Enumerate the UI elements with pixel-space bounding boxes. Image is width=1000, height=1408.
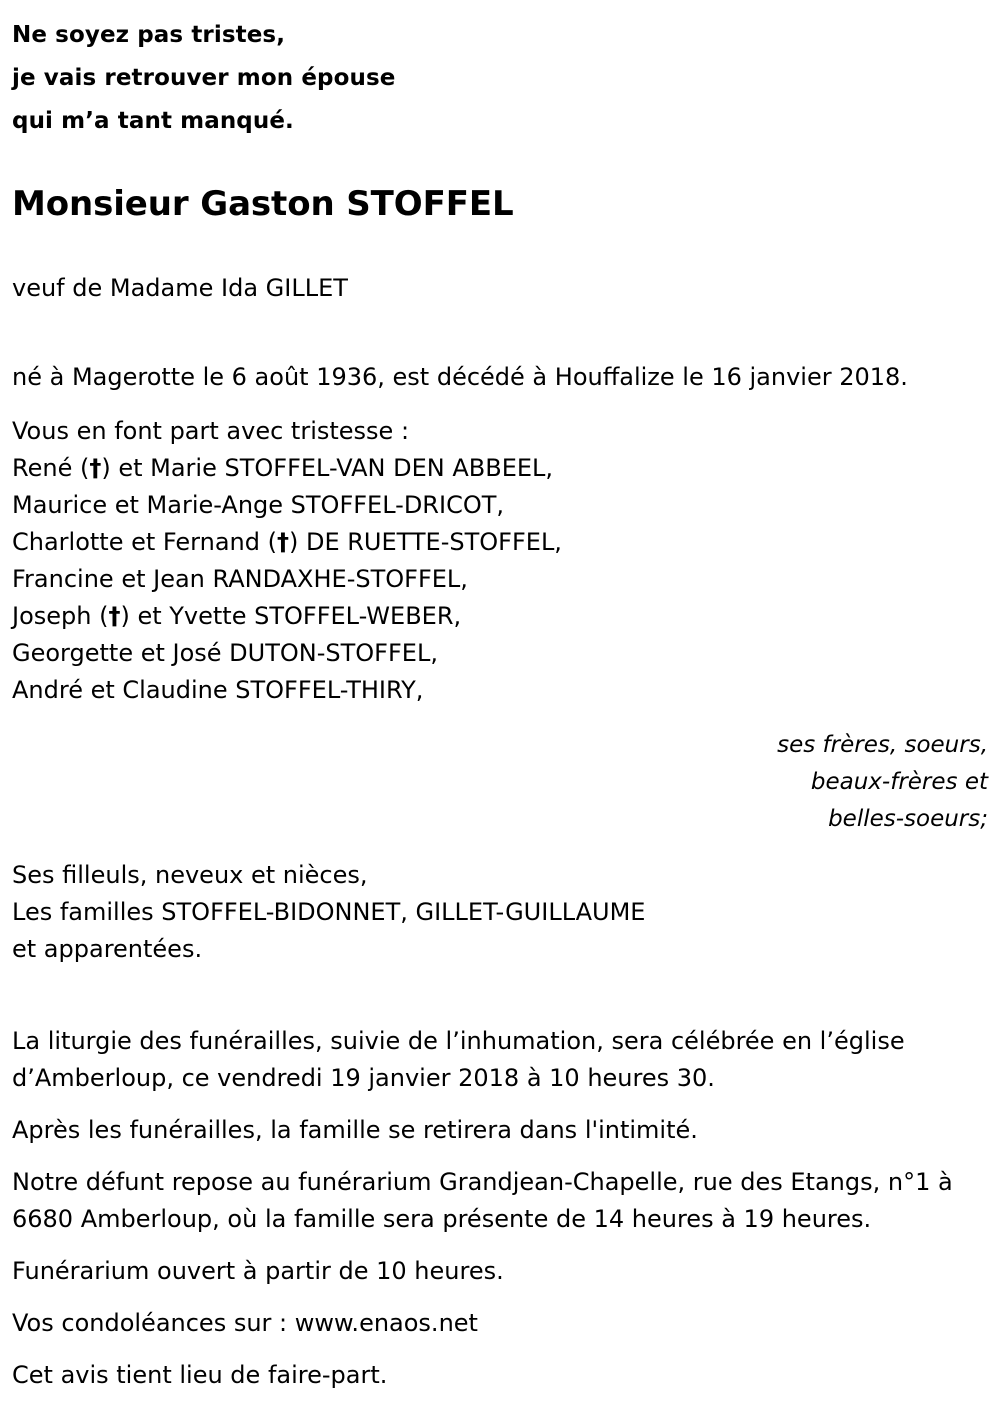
spouse-status: veuf de Madame Ida GILLET: [12, 274, 348, 302]
godchildren-line: et apparentées.: [12, 935, 203, 963]
after-funeral-paragraph: Après les funérailles, la famille se retirera dans l'intimité.: [12, 1116, 698, 1144]
deceased-name: Monsieur Gaston STOFFEL: [12, 184, 514, 224]
funeral-home-paragraph: Notre défunt repose au funérarium Grandjean-Chapelle, rue des Etangs, n°1 à 6680 Amberloup, où la famille sera présente de 14 heures à 19 heures.: [12, 1168, 961, 1233]
relation-note-line: beaux-frères et: [810, 769, 988, 795]
godchildren-line: Ses filleuls, neveux et nièces,: [12, 861, 368, 889]
godchildren-line: Les familles STOFFEL-BIDONNET, GILLET-GUILLAUME: [12, 898, 646, 926]
epitaph-line-3: qui m’a tant manqué.: [12, 108, 294, 134]
announcer-item: René (†) et Marie STOFFEL-VAN DEN ABBEEL,: [12, 454, 554, 482]
dagger-icon: †: [108, 602, 121, 630]
epitaph: [12, 14, 988, 143]
relation-note-line: belles-soeurs;: [828, 806, 988, 832]
relation-note-line: ses frères, soeurs,: [777, 732, 988, 758]
announcer-item: Georgette et José DUTON-STOFFEL,: [12, 639, 438, 667]
notice-disclaimer: Cet avis tient lieu de faire-part.: [12, 1361, 388, 1389]
announcer-item: Joseph (†) et Yvette STOFFEL-WEBER,: [12, 602, 462, 630]
announcer-item: Charlotte et Fernand (†) DE RUETTE-STOFFEL,: [12, 528, 562, 556]
service-information: [12, 1023, 988, 1394]
relation-note: [12, 727, 988, 838]
announcement-intro: Vous en font part avec tristesse :: [12, 417, 410, 445]
liturgy-paragraph: La liturgie des funérailles, suivie de l’inhumation, sera célébrée en l’église d’Amberloup, ce vendredi 19 janvier 2018 à 10 heures 30.: [12, 1027, 913, 1092]
dagger-icon: †: [276, 528, 289, 556]
announcement-block: [12, 413, 988, 709]
announcer-item: Francine et Jean RANDAXHE-STOFFEL,: [12, 565, 468, 593]
birth-death-statement: né à Magerotte le 6 août 1936, est décédé à Houffalize le 16 janvier 2018.: [12, 363, 908, 391]
funeral-home-hours: Funérarium ouvert à partir de 10 heures.: [12, 1257, 504, 1285]
announcer-item: André et Claudine STOFFEL-THIRY,: [12, 676, 424, 704]
condolences-line: Vos condoléances sur : www.enaos.net: [12, 1309, 478, 1337]
dagger-icon: †: [89, 454, 102, 482]
godchildren-block: [12, 857, 988, 968]
announcer-item: Maurice et Marie-Ange STOFFEL-DRICOT,: [12, 491, 504, 519]
epitaph-line-2: je vais retrouver mon épouse: [12, 65, 396, 91]
epitaph-line-1: Ne soyez pas tristes,: [12, 22, 286, 48]
